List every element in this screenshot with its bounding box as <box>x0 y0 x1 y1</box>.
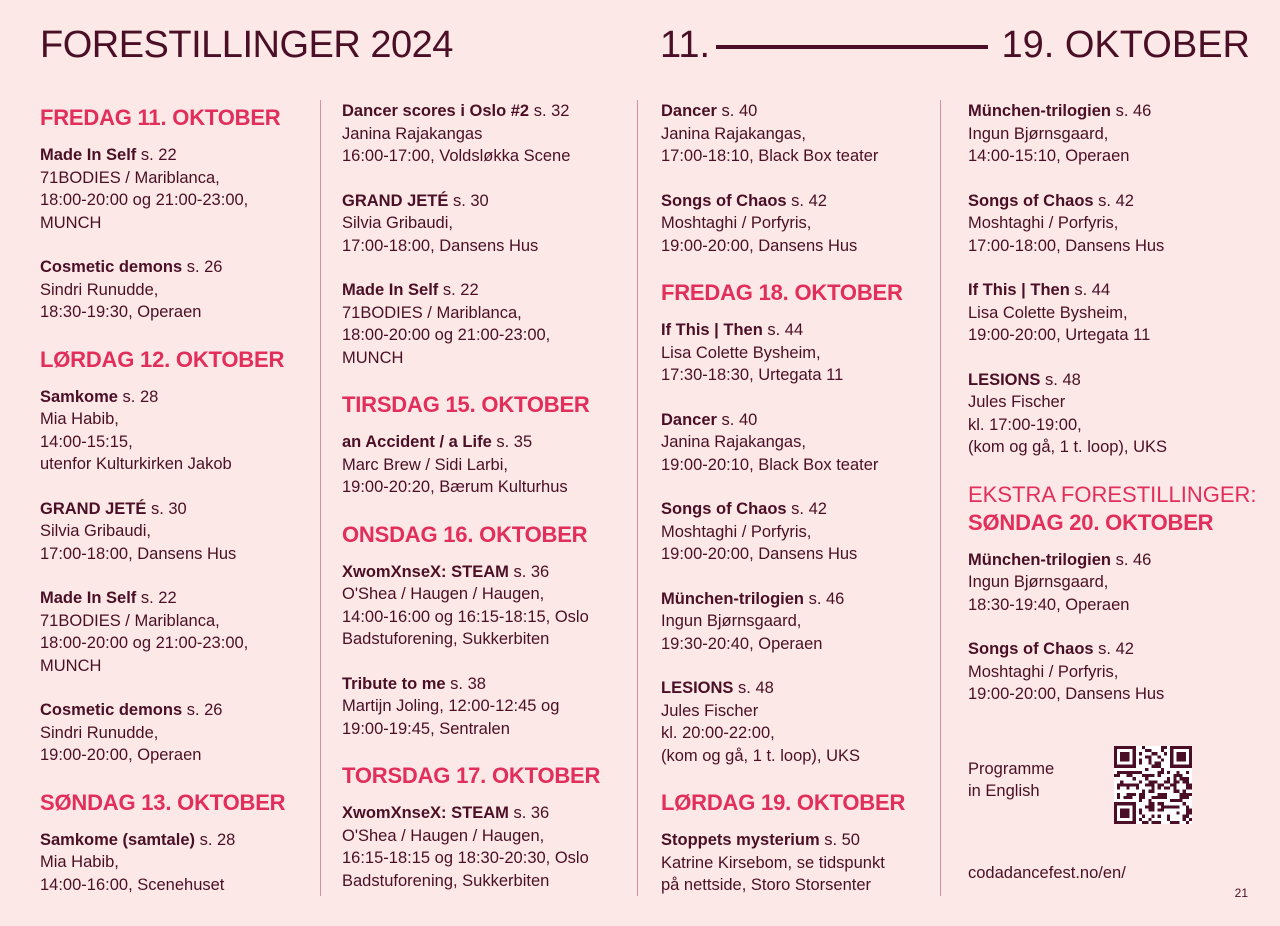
event-title: If This | Then <box>661 321 763 339</box>
event-detail: 18:00-20:00 og 21:00-23:00, <box>342 326 551 344</box>
event-detail: Janina Rajakangas <box>342 124 483 143</box>
event-page-ref: s. 36 <box>508 804 550 822</box>
event-detail: Moshtaghi / Porfyris, <box>661 522 812 541</box>
event-entry <box>661 409 931 477</box>
event-detail: kl. 20:00-22:00, <box>661 724 775 742</box>
event-title: an Accident / a Life <box>342 433 492 451</box>
english-programme-block <box>968 746 1228 886</box>
event-entry <box>342 802 622 892</box>
day-heading: FREDAG 18. OKTOBER <box>661 280 903 305</box>
event-detail: 19:00-20:00, Urtegata 11 <box>968 326 1151 344</box>
event-page-ref: s. 35 <box>491 433 533 451</box>
event-detail: Jules Fischer <box>968 393 1066 411</box>
day-heading: TIRSDAG 15. OKTOBER <box>342 392 590 417</box>
day-heading: SØNDAG 13. OKTOBER <box>40 789 286 815</box>
event-detail: Moshtaghi / Porfyris, <box>968 662 1119 681</box>
event-title: Songs of Chaos <box>661 500 787 518</box>
event-entry <box>661 190 931 258</box>
event-title: Dancer scores i Oslo #2 <box>342 102 530 120</box>
event-detail: 16:00-17:00, Voldsløkka Scene <box>342 147 571 165</box>
event-page-ref: s. 30 <box>448 191 489 210</box>
event-title: Dancer <box>661 102 717 120</box>
event-detail: Ingun Bjørnsgaard, <box>968 124 1109 143</box>
event-detail: 18:30-19:40, Operaen <box>968 595 1130 614</box>
column-divider <box>940 100 941 896</box>
event-page-ref: s. 42 <box>786 191 827 210</box>
event-page-ref: s. 26 <box>182 701 223 719</box>
event-page-ref: s. 22 <box>136 589 177 607</box>
event-detail: Silvia Gribaudi, <box>40 522 151 540</box>
day-heading: TORSDAG 17. OKTOBER <box>342 763 601 788</box>
event-detail: 17:00-18:10, Black Box teater <box>661 147 879 165</box>
event-entry <box>968 190 1258 258</box>
event-title: München-trilogien <box>968 102 1111 120</box>
event-title: Cosmetic demons <box>40 258 183 276</box>
event-page-ref: s. 46 <box>1111 550 1152 569</box>
event-entry <box>40 498 310 566</box>
event-page-ref: s. 46 <box>804 589 845 608</box>
event-detail: 19:00-19:45, Sentralen <box>342 719 510 738</box>
event-detail: Janina Rajakangas, <box>661 433 806 451</box>
qr-code-icon[interactable] <box>1114 746 1192 824</box>
day-heading: ONSDAG 16. OKTOBER <box>342 521 588 547</box>
event-detail: Silvia Gribaudi, <box>342 214 453 232</box>
event-entry <box>40 386 310 476</box>
day-heading: LØRDAG 12. OKTOBER <box>40 346 285 372</box>
event-entry <box>968 549 1258 617</box>
event-entry <box>661 100 931 168</box>
event-detail: Marc Brew / Sidi Larbi, <box>342 455 508 474</box>
event-page-ref: s. 22 <box>438 281 479 299</box>
event-page-ref: s. 42 <box>1093 191 1134 210</box>
website-link[interactable]: codadancefest.no/en/ <box>968 864 1126 882</box>
event-page-ref: s. 40 <box>716 102 758 120</box>
event-detail: 16:15-18:15 og 18:30-20:30, Oslo <box>342 849 589 867</box>
event-detail: 18:00-20:00 og 21:00-23:00, <box>40 634 249 652</box>
event-detail: O'Shea / Haugen / Haugen, <box>342 585 545 603</box>
event-detail: 17:00-18:00, Dansens Hus <box>968 236 1165 255</box>
event-detail: MUNCH <box>40 213 102 232</box>
event-detail: 19:00-20:20, Bærum Kulturhus <box>342 478 568 496</box>
event-entry <box>342 431 622 499</box>
event-entry <box>40 829 310 897</box>
event-page-ref: s. 42 <box>786 500 827 518</box>
event-entry <box>968 100 1258 168</box>
event-title: Made In Self <box>40 146 137 164</box>
event-detail: 18:30-19:30, Operaen <box>40 303 202 321</box>
event-detail: 18:00-20:00 og 21:00-23:00, <box>40 191 249 209</box>
day-heading: SØNDAG 20. OKTOBER <box>968 509 1214 535</box>
event-entry <box>661 498 931 566</box>
event-entry <box>342 561 622 651</box>
column-divider <box>320 100 321 896</box>
event-entry <box>40 699 310 767</box>
event-entry <box>968 279 1258 347</box>
event-detail: utenfor Kulturkirken Jakob <box>40 455 232 473</box>
event-title: If This | Then <box>968 281 1070 299</box>
event-page-ref: s. 42 <box>1093 640 1134 658</box>
event-detail: Moshtaghi / Porfyris, <box>661 214 812 232</box>
page-number: 21 <box>1234 886 1248 900</box>
event-page-ref: s. 44 <box>1069 281 1111 299</box>
event-page-ref: s. 40 <box>716 410 758 429</box>
event-detail: 17:00-18:00, Dansens Hus <box>40 544 237 563</box>
event-page-ref: s. 32 <box>529 102 570 120</box>
event-detail: 19:00-20:00, Dansens Hus <box>968 685 1165 703</box>
event-detail: Ingun Bjørnsgaard, <box>968 573 1109 591</box>
event-detail: Moshtaghi / Porfyris, <box>968 214 1119 232</box>
programme-in-english-label: Programme in English <box>968 760 1055 800</box>
event-detail: kl. 17:00-19:00, <box>968 415 1082 434</box>
event-title: Made In Self <box>40 589 137 607</box>
event-title: München-trilogien <box>661 589 804 608</box>
event-title: Tribute to me <box>342 674 446 693</box>
event-detail: 71BODIES / Mariblanca, <box>40 611 220 630</box>
event-detail: (kom og gå, 1 t. loop), UKS <box>661 746 861 765</box>
day-heading: FREDAG 11. OKTOBER <box>40 105 281 130</box>
event-page-ref: s. 38 <box>445 674 486 693</box>
event-page-ref: s. 46 <box>1111 102 1152 120</box>
event-title: München-trilogien <box>968 550 1111 569</box>
event-page-ref: s. 22 <box>136 146 177 164</box>
event-page-ref: s. 48 <box>733 679 774 697</box>
event-title: Songs of Chaos <box>968 640 1094 658</box>
event-detail: 19:00-20:10, Black Box teater <box>661 455 879 474</box>
event-detail: O'Shea / Haugen / Haugen, <box>342 826 545 845</box>
event-title: Stoppets mysterium <box>661 831 820 849</box>
event-detail: 14:00-16:00 og 16:15-18:15, Oslo <box>342 607 589 626</box>
event-page-ref: s. 48 <box>1040 370 1081 389</box>
schedule-column-1 <box>40 100 310 918</box>
event-entry <box>342 100 622 168</box>
event-detail: MUNCH <box>40 656 102 675</box>
event-detail: Badstuforening, Sukkerbiten <box>342 871 550 890</box>
event-detail: Ingun Bjørnsgaard, <box>661 612 802 630</box>
event-detail: 19:00-20:00, Dansens Hus <box>661 236 858 255</box>
event-entry <box>968 638 1258 706</box>
event-detail: Sindri Runudde, <box>40 280 159 299</box>
event-page-ref: s. 30 <box>146 499 187 518</box>
event-entry <box>40 587 310 677</box>
event-detail: 14:00-16:00, Scenehuset <box>40 875 225 894</box>
event-detail: Lisa Colette Bysheim, <box>661 343 821 362</box>
date-range-start: 11. <box>660 24 711 66</box>
event-entry <box>661 677 931 767</box>
event-detail: 17:00-18:00, Dansens Hus <box>342 236 539 255</box>
event-entry <box>968 369 1258 459</box>
event-entry <box>40 256 310 324</box>
date-range-end: 19. OKTOBER <box>1001 24 1250 66</box>
event-title: Songs of Chaos <box>968 191 1094 210</box>
column-divider <box>637 100 638 896</box>
event-title: Samkome <box>40 387 118 406</box>
event-detail: Janina Rajakangas, <box>661 124 806 143</box>
event-entry <box>342 190 622 258</box>
event-title: Cosmetic demons <box>40 701 183 719</box>
event-title: LESIONS <box>661 679 734 697</box>
event-title: GRAND JETÉ <box>40 499 147 518</box>
event-title: XwomXnseX: STEAM <box>342 562 509 581</box>
date-range-line <box>716 45 988 49</box>
event-detail: Lisa Colette Bysheim, <box>968 303 1128 322</box>
event-title: LESIONS <box>968 370 1041 389</box>
event-detail: 71BODIES / Mariblanca, <box>342 303 522 322</box>
event-detail: 19:00-20:00, Dansens Hus <box>661 545 858 563</box>
event-title: Made In Self <box>342 281 439 299</box>
event-entry <box>661 829 931 897</box>
event-page-ref: s. 28 <box>117 387 159 406</box>
schedule-column-2 <box>342 100 622 914</box>
event-entry <box>661 319 931 387</box>
event-page-ref: s. 36 <box>508 562 550 581</box>
event-detail: Badstuforening, Sukkerbiten <box>342 630 550 648</box>
event-detail: (kom og gå, 1 t. loop), UKS <box>968 438 1168 456</box>
event-detail: Katrine Kirsebom, se tidspunkt <box>661 853 885 872</box>
event-entry <box>342 673 622 741</box>
event-title: GRAND JETÉ <box>342 191 449 210</box>
event-detail: 14:00-15:10, Operaen <box>968 147 1130 165</box>
event-title: Dancer <box>661 410 717 429</box>
event-detail: Martijn Joling, 12:00-12:45 og <box>342 697 560 715</box>
event-entry <box>661 588 931 656</box>
event-detail: 71BODIES / Mariblanca, <box>40 168 220 187</box>
event-detail: MUNCH <box>342 348 404 367</box>
event-detail: Jules Fischer <box>661 701 759 720</box>
event-page-ref: s. 50 <box>819 831 860 849</box>
extra-heading: EKSTRA FORESTILLINGER: <box>968 481 1257 507</box>
event-page-ref: s. 44 <box>762 321 804 339</box>
event-title: Songs of Chaos <box>661 191 787 210</box>
event-detail: 14:00-15:15, <box>40 432 133 451</box>
event-page-ref: s. 26 <box>182 258 223 276</box>
event-detail: 19:30-20:40, Operaen <box>661 634 823 653</box>
schedule-column-4 <box>968 100 1258 728</box>
event-detail: Mia Habib, <box>40 853 119 871</box>
event-entry <box>40 144 310 234</box>
page-header <box>40 22 1250 82</box>
event-detail: Mia Habib, <box>40 410 119 428</box>
event-detail: på nettside, Storo Storsenter <box>661 876 872 894</box>
event-entry <box>342 279 622 369</box>
day-heading: LØRDAG 19. OKTOBER <box>661 790 906 815</box>
event-title: XwomXnseX: STEAM <box>342 804 509 822</box>
event-detail: 19:00-20:00, Operaen <box>40 746 202 764</box>
schedule-column-3 <box>661 100 931 919</box>
event-detail: 17:30-18:30, Urtegata 11 <box>661 366 844 384</box>
event-page-ref: s. 28 <box>195 830 236 849</box>
event-detail: Sindri Runudde, <box>40 723 159 742</box>
event-title: Samkome (samtale) <box>40 830 195 849</box>
page-title: FORESTILLINGER 2024 <box>40 24 453 66</box>
